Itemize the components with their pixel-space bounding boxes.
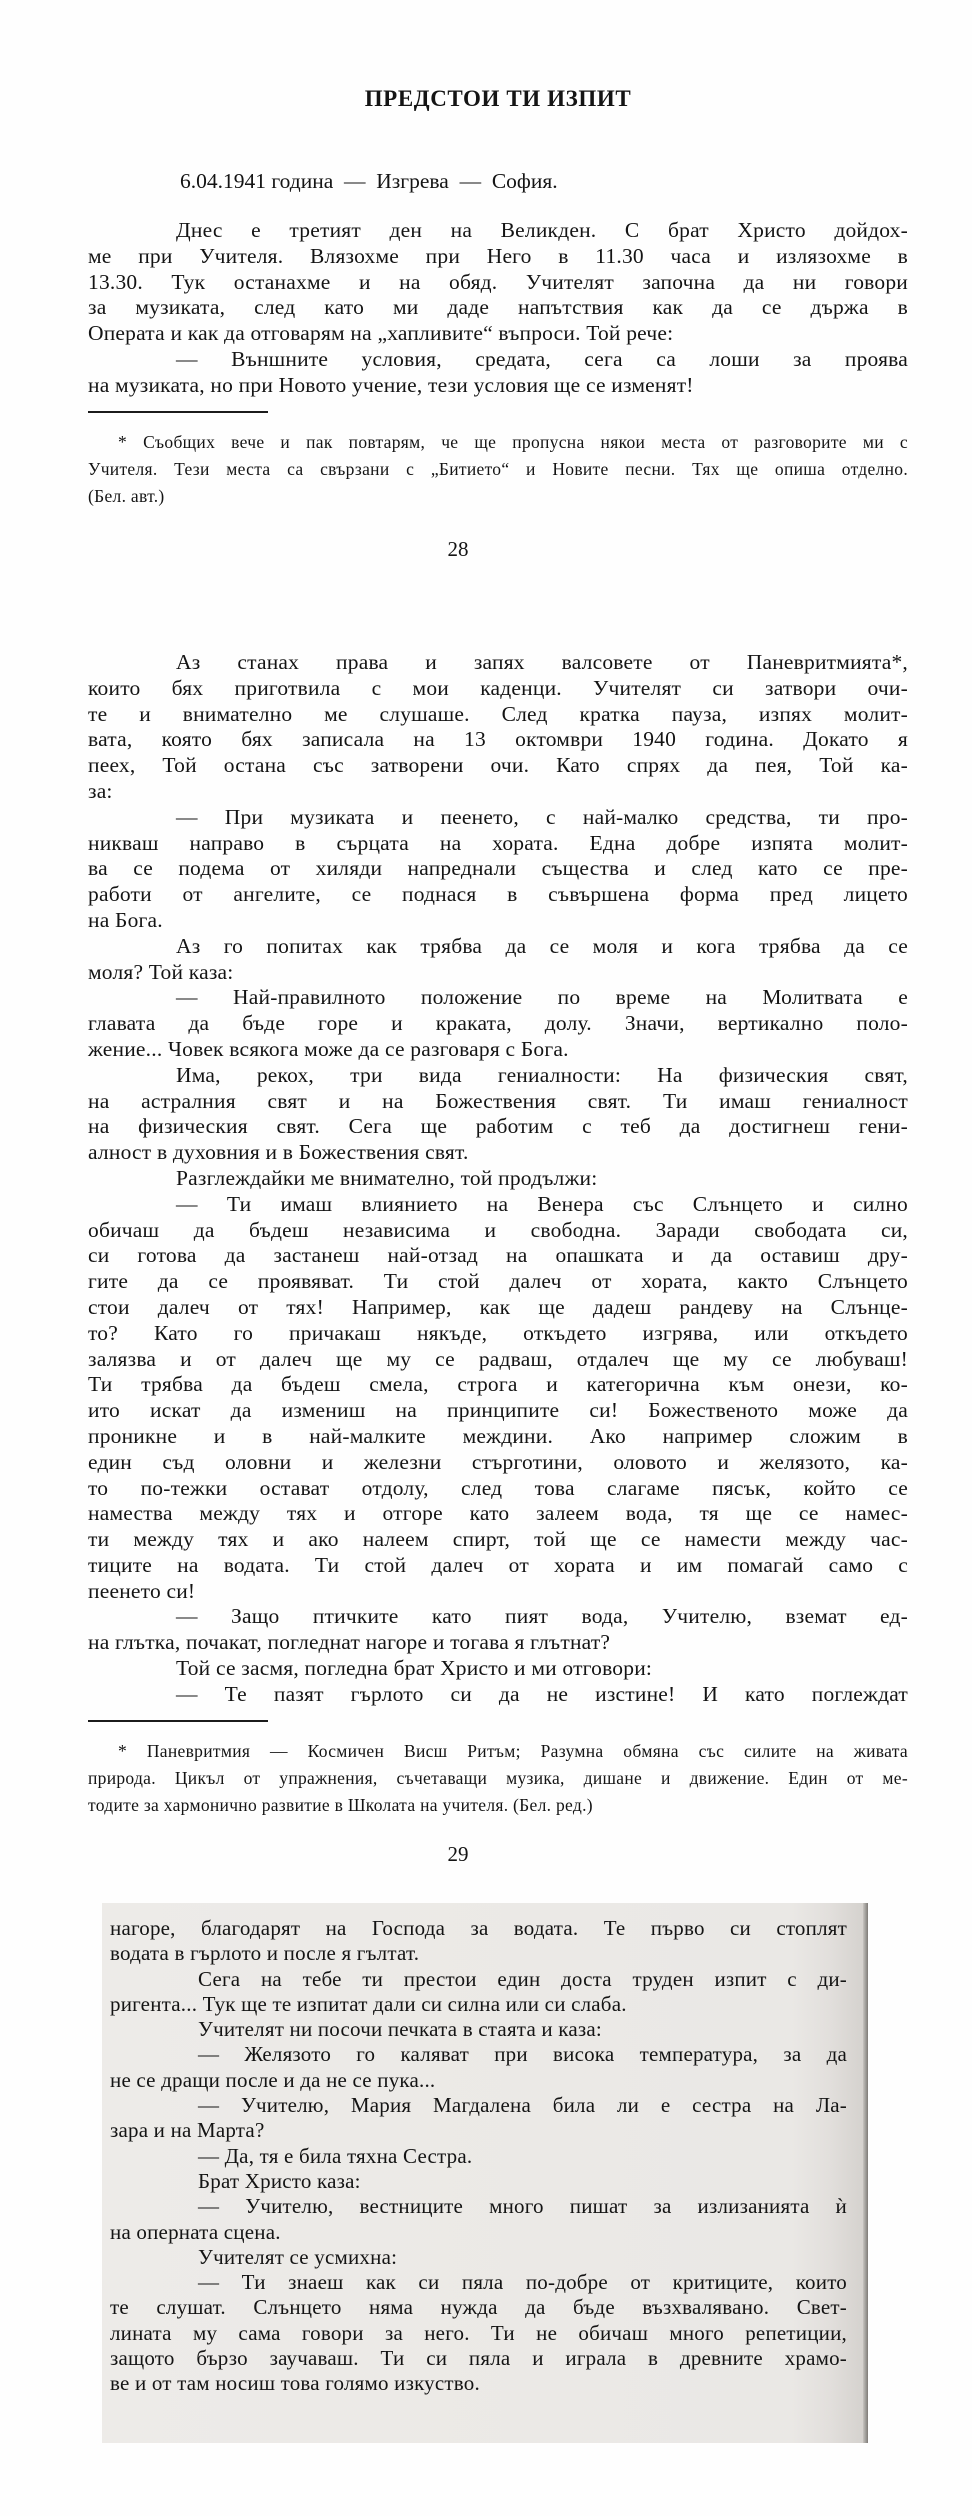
- footnote-line: * Съобщих вече и пак повтарям, че ще пропусна някои места от разговорите ми с: [118, 431, 908, 452]
- text-line: Учителят се усмихна:: [198, 2244, 398, 2269]
- footnote-line: (Бел. авт.): [88, 485, 165, 506]
- text-line: ве и от там носиш това голямо изкуство.: [110, 2371, 480, 2396]
- text-line: 13.30. Тук останахме и на обяд. Учителят започна да ни говори: [88, 269, 908, 294]
- footnote-line: Учителя. Тези места са свързани с „Битието“ и Новите песни. Тях ще опиша отделно.: [88, 458, 908, 479]
- text-line: Брат Христо каза:: [198, 2168, 361, 2193]
- text-line: — Ти имаш влиянието на Венера със Слънцето и силно: [176, 1191, 908, 1216]
- text-line: на Бога.: [88, 907, 163, 932]
- text-line: за:: [88, 778, 113, 803]
- footnote-line: * Паневритмия — Космичен Висш Ритъм; Разумна обмяна със силите на живата: [118, 1740, 908, 1761]
- text-line: то? Като го причакаш някъде, откъдето изгрява, или откъдето: [88, 1320, 908, 1345]
- text-line: които бях приготвила с мои каденци. Учителят си затвори очи-: [88, 675, 908, 700]
- text-line: — Учителю, Мария Магдалена била ли е сестра на Ла-: [198, 2093, 847, 2118]
- text-line: — При музиката и пеенето, с най-малко средства, ти про-: [176, 804, 908, 829]
- text-line: Днес е третият ден на Великден. С брат Христо дойдох-: [176, 218, 908, 242]
- text-line: — Ти знаеш как си пяла по-добре от критиците, които: [198, 2270, 847, 2295]
- text-line: вата, която бях записала на 13 октомври 1940 година. Докато я: [88, 727, 908, 752]
- dateline: 6.04.1941 година — Изгрева — София.: [180, 169, 558, 193]
- footnote-author: [88, 429, 908, 510]
- text-line: тиците на водата. Ти стой далеч от хората и им помагай само с: [88, 1552, 908, 1577]
- text-line: не се дращи после и да не се пука...: [110, 2067, 436, 2092]
- text-line: жение... Човек всякога може да се разговаря с Бога.: [88, 1036, 569, 1061]
- text-line: гите да се проявяват. Ти стой далеч от хората, както Слънцето: [88, 1269, 908, 1294]
- page-number: 28: [447, 536, 469, 561]
- text-line: Разглеждайки ме внимателно, той продължи:: [176, 1165, 598, 1190]
- footnote-editor: [88, 1738, 908, 1819]
- text-line: — Защо птичките като пият вода, Учителю, вземат ед-: [176, 1604, 908, 1629]
- text-line: намества между тях и отгоре като залеем вода, тя ще се намес-: [88, 1501, 908, 1526]
- text-line: моля? Той каза:: [88, 959, 234, 984]
- text-line: пеех, Той остана със затворени очи. Като спрях да пея, Той ка-: [88, 753, 908, 778]
- page-28-section: [88, 86, 908, 562]
- text-line: Операта и как да отговарям на „хапливите“ въпроси. Той рече:: [88, 321, 674, 346]
- text-line: ригента... Тук ще те изпитат дали си силна или си слаба.: [110, 1991, 627, 2016]
- text-line: залязва и от далеч ще му се радваш, отдалеч ще му се любуваш!: [88, 1346, 908, 1371]
- page-30-section: [110, 1916, 847, 2397]
- text-line: проникне и в най-малките междини. Ако например сложим в: [88, 1423, 908, 1448]
- text-line: на оперната сцена.: [110, 2219, 281, 2244]
- text-line: — Да, тя е била тяхна Сестра.: [198, 2143, 473, 2168]
- page-28-body: [88, 218, 908, 399]
- text-line: работи от ангелите, се поднася в съвършена форма пред лицето: [88, 882, 908, 907]
- text-line: Има, рекох, три вида гениалности: На физическия свят,: [176, 1062, 908, 1087]
- text-line: Той се засмя, погледна брат Христо и ми отговори:: [176, 1656, 653, 1681]
- text-line: на глътка, почакат, погледнат нагоре и тогава я глътнат?: [88, 1630, 611, 1655]
- text-line: на музиката, но при Новото учение, тези условия ще се изменят!: [88, 372, 694, 397]
- text-line: — Външните условия, средата, сега са лоши за проява: [176, 346, 908, 371]
- text-line: — Най-правилното положение по време на Молитвата е: [176, 985, 908, 1010]
- text-line: зара и на Марта?: [110, 2118, 265, 2143]
- text-line: стои далеч от тях! Например, как ще дадеш рандеву на Слънце-: [88, 1294, 908, 1319]
- footnote-line: природа. Цикъл от упражнения, съчетаващи музика, дишане и движение. Един от ме-: [88, 1767, 908, 1788]
- text-line: те слушат. Слънцето няма нужда да бъде възхвалявано. Свет-: [110, 2295, 847, 2320]
- text-line: нагоре, благодарят на Господа за водата. Те първо си стоплят: [110, 1916, 847, 1940]
- text-line: главата да бъде горе и краката, долу. Значи, вертикално поло-: [88, 1011, 908, 1036]
- footnote-separator: [88, 1720, 268, 1722]
- text-line: — Те пазят гърлото си да не изстине! И като поглеждат: [176, 1681, 908, 1706]
- text-line: си готова да застанеш най-отзад на опашката и да оставиш дру-: [88, 1243, 908, 1268]
- footnote-line: тодите за хармонично развитие в Школата на учителя. (Бел. ред.): [88, 1794, 593, 1815]
- text-line: един съд оловни и железни стърготини, оловото и желязото, ка-: [88, 1449, 908, 1474]
- text-line: на астралния свят и на Божествения свят. Ти имаш гениалност: [88, 1088, 908, 1113]
- text-line: алност в духовния и в Божествения свят.: [88, 1140, 469, 1165]
- text-line: — Желязото го каляват при висока температура, за да: [198, 2042, 847, 2067]
- text-line: лината му сама говори за него. Ти не обичаш много репетиции,: [110, 2320, 847, 2345]
- text-line: — Учителю, вестниците много пишат за излизанията ѝ: [198, 2194, 847, 2219]
- text-line: Сега на тебе ти престои един доста труден изпит с ди-: [198, 1966, 847, 1991]
- page-number: 29: [447, 1841, 469, 1866]
- text-line: водата в гърлото и после я гълтат.: [110, 1941, 420, 1966]
- text-line: ито искат да измениш на принципите си! Божественото може да: [88, 1398, 908, 1423]
- text-line: Аз го попитах как трябва да се моля и кога трябва да се: [176, 933, 908, 958]
- text-line: обичаш да бъдеш независима и свободна. Заради свободата си,: [88, 1217, 908, 1242]
- text-line: за музиката, след като ми даде напътствия как да се държа в: [88, 295, 908, 320]
- text-line: на физическия свят. Сега ще работим с теб да достигнеш гени-: [88, 1114, 908, 1139]
- text-line: то по-тежки остават отдолу, след това слагаме пясък, който се: [88, 1475, 908, 1500]
- text-line: никваш направо в сърцата на хората. Една добре изпята молит-: [88, 830, 908, 855]
- text-line: Ти трябва да бъдеш смела, строга и категорична към онези, ко-: [88, 1372, 908, 1397]
- text-line: те и внимателно ме слушаше. След кратка пауза, изпях молит-: [88, 701, 908, 726]
- page-29-section: [88, 650, 908, 1867]
- text-line: Учителят ни посочи печката в стаята и каза:: [198, 2017, 602, 2042]
- text-line: ва се подема от хиляди напреднали същества и след като се пре-: [88, 856, 908, 881]
- chapter-title: ПРЕДСТОИ ТИ ИЗПИТ: [364, 86, 632, 111]
- text-line: Аз станах права и запях валсовете от Паневритмията*,: [176, 650, 908, 674]
- footnote-separator: [88, 411, 268, 413]
- page-29-body: [88, 650, 908, 1708]
- text-line: ме при Учителя. Влязохме при Него в 11.30 часа и излязохме в: [88, 243, 908, 268]
- text-line: защото бързо заучаваш. Ти си пяла и играла в древните храмо-: [110, 2346, 847, 2371]
- text-line: пеенето си!: [88, 1578, 196, 1603]
- text-line: ти между тях и ако налеем спирт, той ще се намести между час-: [88, 1527, 908, 1552]
